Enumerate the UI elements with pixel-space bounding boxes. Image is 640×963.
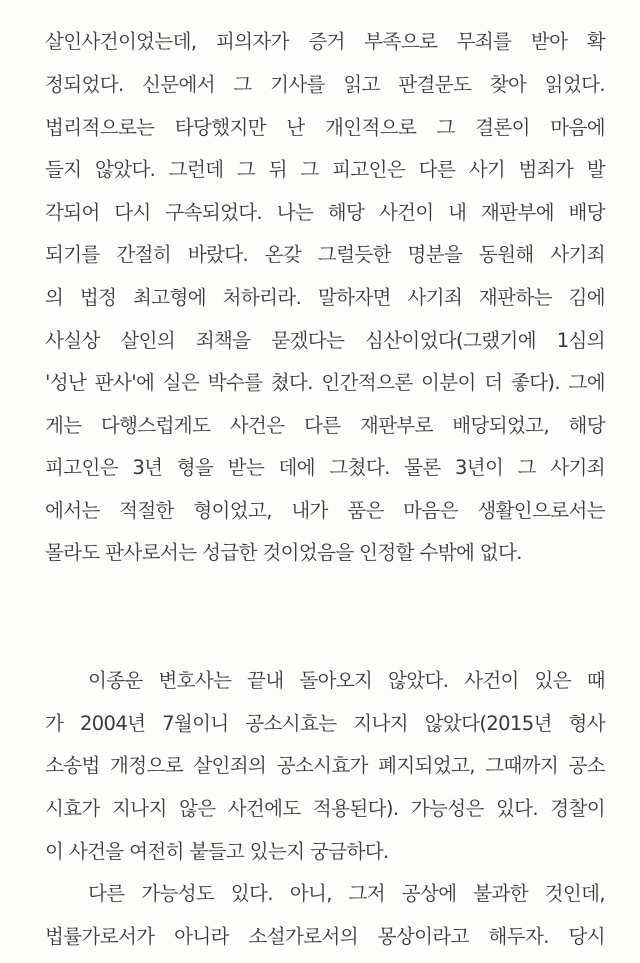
text-line: 에서는 적절한 형이었고, 내가 품은 마음은 생활인으로서는 [45, 499, 605, 522]
text-line: 몰라도 판사로서는 성급한 것이었음을 인정할 수밖에 없다. [45, 541, 522, 564]
text-line: 법리적으로는 타당했지만 난 개인적으로 그 결론이 마음에 [45, 116, 605, 139]
text-line: '성난 판사'에 실은 박수를 쳤다. 인간적으론 이분이 더 좋다). 그에 [45, 371, 605, 394]
text-line: 살인사건이었는데, 피의자가 증거 부족으로 무죄를 받아 확 [45, 30, 605, 53]
text-line: 들지 않았다. 그런데 그 뒤 그 피고인은 다른 사기 범죄가 발 [45, 158, 605, 181]
text-line: 가 2004년 7월이니 공소시효는 지나지 않았다(2015년 형사 [45, 712, 605, 735]
text-line: 각되어 다시 구속되었다. 나는 해당 사건이 내 재판부에 배당 [45, 201, 605, 224]
text-line: 이종운 변호사는 끝내 돌아오지 않았다. 사건이 있은 때 [88, 669, 605, 692]
text-line: 게는 다행스럽게도 사건은 다른 재판부로 배당되었고, 해당 [45, 414, 605, 437]
text-line: 법률가로서가 아니라 소설가로서의 몽상이라고 해두자. 당시 [45, 925, 605, 948]
text-line: 소송법 개정으로 살인죄의 공소시효가 폐지되었고, 그때까지 공소 [45, 754, 605, 777]
text-line: 시효가 지나지 않은 사건에도 적용된다). 가능성은 있다. 경찰이 [45, 797, 605, 820]
text-line: 의 법정 최고형에 처하리라. 말하자면 사기죄 재판하는 김에 [45, 286, 605, 309]
text-line: 사실상 살인의 죄책을 묻겠다는 심산이었다(그랬기에 1심의 [45, 329, 605, 352]
text-line: 정되었다. 신문에서 그 기사를 읽고 판결문도 찾아 읽었다. [45, 73, 605, 96]
text-line: 이 사건을 여전히 붙들고 있는지 궁금하다. [45, 840, 389, 863]
text-line: 되기를 간절히 바랐다. 온갖 그럴듯한 명분을 동원해 사기죄 [45, 243, 605, 266]
text-line: 피고인은 3년 형을 받는 데에 그쳤다. 물론 3년이 그 사기죄 [45, 456, 605, 479]
text-line: 다른 가능성도 있다. 아니, 그저 공상에 불과한 것인데, [88, 882, 605, 905]
